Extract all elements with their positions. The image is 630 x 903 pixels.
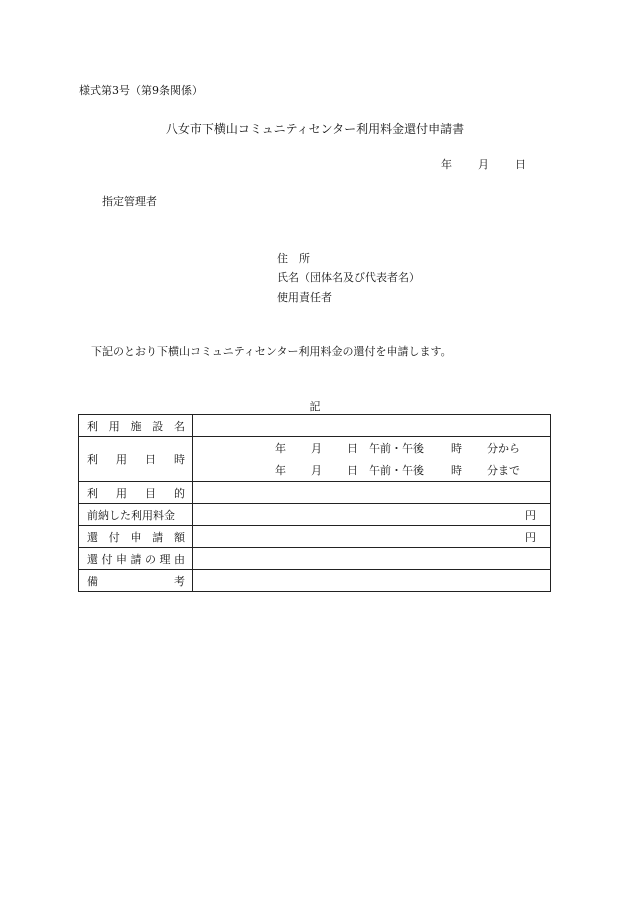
purpose-field[interactable] [193,482,551,504]
applicant-name-label: 氏名（団体名及び代表者名） [277,271,420,284]
datetime-field[interactable] [193,437,551,482]
date-day-label: 日 [515,158,526,171]
table-row [79,570,551,592]
datetime-label: 利用日時 [79,437,193,482]
to-month-label: 月 [311,464,322,477]
date-line [441,156,526,172]
table-row [79,437,551,482]
to-hour-label: 時 [451,464,462,477]
remarks-field[interactable] [193,570,551,592]
refund-field[interactable] [193,526,551,548]
table-row [79,548,551,570]
form-number: 様式第3号（第9条関係） [79,84,203,97]
ki-heading: 記 [309,400,321,413]
datetime-to-line [193,459,550,481]
purpose-label: 利用目的 [79,482,193,504]
reason-label: 還付申請の理由 [79,548,193,570]
table-row [79,526,551,548]
refund-label: 還付申請額 [79,526,193,548]
date-year-label: 年 [441,158,452,171]
refund-unit: 円 [525,530,536,544]
facility-field[interactable] [193,415,551,437]
datetime-from-line [193,437,550,459]
addressee: 指定管理者 [102,195,157,208]
to-year-label: 年 [275,464,286,477]
to-day-label: 日 [347,464,358,477]
record-table [78,414,551,592]
document-title: 八女市下横山コミュニティセンター利用料金還付申請書 [165,122,465,136]
reason-field[interactable] [193,548,551,570]
date-month-label: 月 [478,158,489,171]
table-row [79,504,551,526]
prepaid-field[interactable] [193,504,551,526]
prepaid-unit: 円 [525,508,536,522]
application-statement: 下記のとおり下横山コミュニティセンター利用料金の還付を申請します。 [91,345,452,358]
facility-label: 利用施設名 [79,415,193,437]
to-ampm-label: 午前・午後 [369,464,424,477]
table-row [79,482,551,504]
applicant-responsible-label: 使用責任者 [277,291,332,304]
remarks-label: 備考 [79,570,193,592]
from-hour-label: 時 [451,442,462,455]
from-ampm-label: 午前・午後 [369,442,424,455]
from-minute-label: 分から [487,442,520,455]
applicant-address-label: 住 所 [277,252,310,265]
prepaid-label: 前納した利用料金 [79,504,193,526]
from-month-label: 月 [311,442,322,455]
from-year-label: 年 [275,442,286,455]
to-minute-label: 分まで [487,464,520,477]
from-day-label: 日 [347,442,358,455]
table-row [79,415,551,437]
